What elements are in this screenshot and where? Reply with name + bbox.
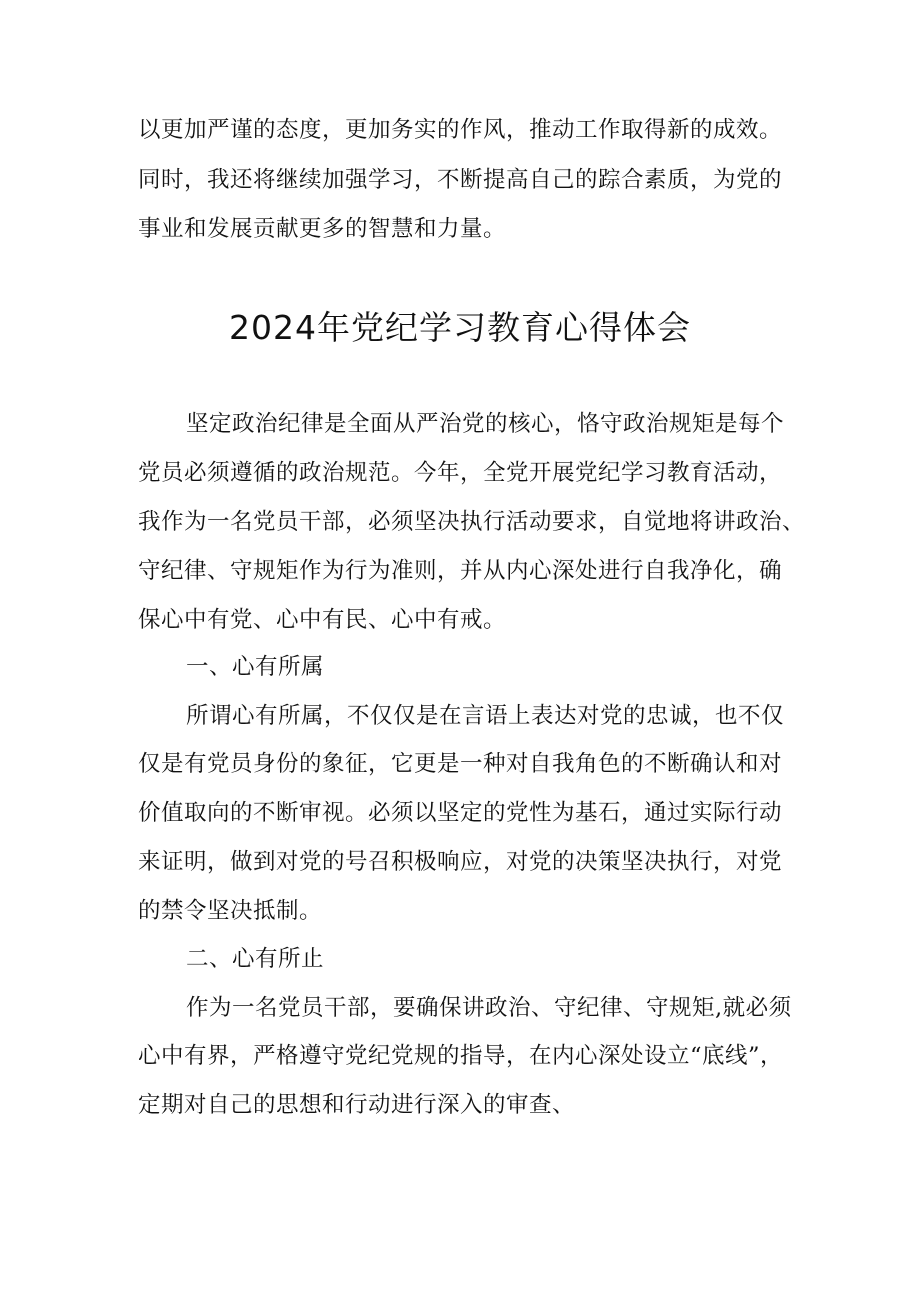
section-heading: 一、心有所属: [186, 654, 325, 680]
paragraph-line: 所谓心有所属，不仅仅是在言语上表达对党的忠诚，也不仅: [186, 703, 785, 729]
paragraph-line: 坚定政治纪律是全面从严治党的核心，恪守政治规矩是每个: [186, 411, 785, 437]
paragraph-line: 作为一名党员干部，要确保讲政治、守纪律、守规矩,就必须: [186, 995, 792, 1021]
paragraph-line: 定期对自己的思想和行动进行深入的审查、: [138, 1092, 576, 1118]
paragraph-line: 价值取向的不断审视。必须以坚定的党性为基石，通过实际行动: [138, 800, 783, 826]
paragraph-line: 保心中有党、心中有民、心中有戒。: [138, 607, 507, 633]
document-title: 2024年党纪学习教育心得体会: [229, 308, 691, 347]
paragraph-line: 心中有界，严格遵守党纪党规的指导，在内心深处设立“底线”，: [138, 1043, 784, 1069]
intro-line: 事业和发展贡献更多的智慧和力量。: [138, 216, 507, 242]
paragraph-line: 来证明，做到对党的号召积极响应，对党的决策坚决执行，对党: [138, 849, 783, 875]
section-heading: 二、心有所止: [186, 946, 325, 972]
intro-line: 以更加严谨的态度，更加务实的作风，推动工作取得新的成效。: [138, 117, 783, 143]
paragraph-line: 我作为一名党员干部，必须坚决执行活动要求，自觉地将讲政治、: [138, 509, 806, 535]
paragraph-line: 的禁令坚决抵制。: [138, 898, 323, 924]
paragraph-line: 仅是有党员身份的象征，它更是一种对自我角色的不断确认和对: [138, 751, 783, 777]
paragraph-line: 党员必须遵循的政治规范。今年，全党开展党纪学习教育活动，: [138, 460, 783, 486]
intro-line: 同时，我还将继续加强学习，不断提高自己的踪合素质，为党的: [138, 167, 783, 193]
paragraph-line: 守纪律、守规矩作为行为准则，并从内心深处进行自我净化，确: [138, 558, 783, 584]
